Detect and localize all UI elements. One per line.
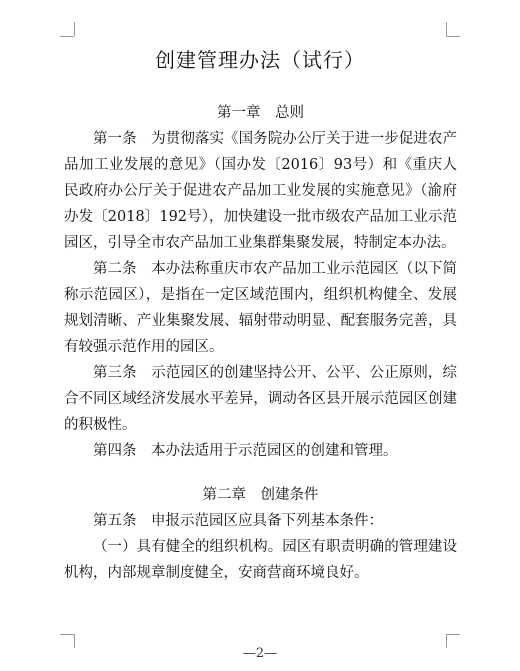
crop-mark: [60, 634, 74, 635]
article-label: 第一条: [93, 131, 137, 147]
crop-mark: [446, 634, 460, 635]
list-item: （一）具有健全的组织机构。园区有职责明确的管理建设机构，内部规章制度健全，安商营商环境良好。: [64, 539, 457, 581]
article-label: 第四条: [93, 443, 137, 459]
spacer: [64, 464, 457, 482]
article-text: 为贯彻落实《国务院办公厅关于进一步促进农产品加工业发展的意见》（国办发〔2016〕93号）和《重庆人民政府办公厅关于促进农产品加工业发展的实施意见》（渝府办发〔2018〕192号），加快建设一批市级农产品加工业示范园区，引导全市农产品加工业集群集聚发展，特制定本办法。: [64, 131, 457, 251]
article-paragraph: [64, 438, 457, 464]
crop-mark: [446, 22, 447, 36]
article-text: 本办法称重庆市农产品加工业示范园区（以下简称示范园区），是指在一定区域范围内，组织机构健全、发展规划清晰、产业集聚发展、辐射带动明显、配套服务完善，具有较强示范作用的园区。: [64, 261, 457, 355]
chapter-heading: 第二章 创建条件: [202, 487, 319, 503]
chapter-heading: 第一章 总则: [217, 105, 304, 121]
article-paragraph: [64, 508, 457, 534]
article-text: 申报示范园区应具备下列基本条件：: [151, 513, 383, 529]
article-paragraph: [64, 126, 457, 256]
article-text: 本办法适用于示范园区的创建和管理。: [151, 443, 398, 459]
article-paragraph: [64, 256, 457, 360]
crop-mark: [74, 22, 75, 36]
article-text: 示范园区的创建坚持公开、公平、公正原则，综合不同区域经济发展水平差异，调动各区县开展示范园区创建的积极性。: [64, 365, 457, 433]
document-title: 创建管理办法（试行）: [155, 48, 365, 72]
article-paragraph: [64, 360, 457, 438]
article-label: 第五条: [93, 513, 137, 529]
crop-mark: [446, 36, 460, 37]
article-label: 第二条: [93, 261, 137, 277]
page-number: —2—: [242, 646, 278, 661]
crop-mark: [60, 36, 74, 37]
article-label: 第三条: [93, 365, 137, 381]
document-body: [64, 100, 457, 586]
